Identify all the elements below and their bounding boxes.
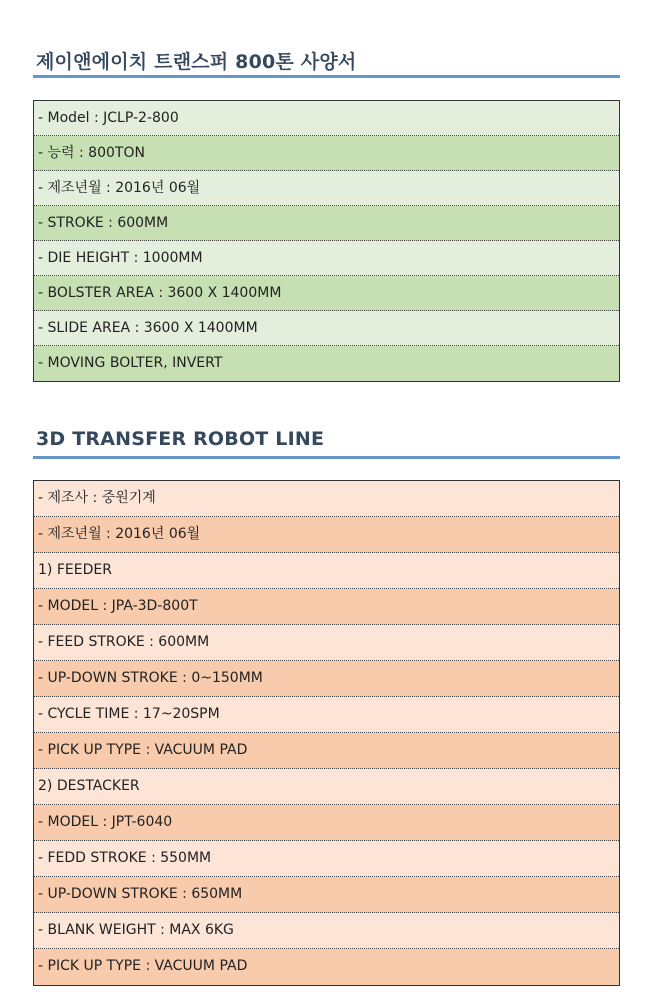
spec-row-slide-area: - SLIDE AREA : 3600 X 1400MM [34,311,619,346]
spec-row-feeder-heading: 1) FEEDER [34,553,619,589]
spec-row-destacker-heading: 2) DESTACKER [34,769,619,805]
spec-row-destacker-pickup-type: - PICK UP TYPE : VACUUM PAD [34,949,619,985]
spec-row-blank-weight: - BLANK WEIGHT : MAX 6KG [34,913,619,949]
robot-spec-table [33,480,620,986]
robot-title-divider [33,456,620,459]
spec-row-destacker-model: - MODEL : JPT-6040 [34,805,619,841]
spec-row-stroke: - STROKE : 600MM [34,206,619,241]
spec-row-capacity: - 능력 : 800TON [34,136,619,171]
spec-row-moving-bolster: - MOVING BOLTER, INVERT [34,346,619,381]
spec-row-manufacture-date: - 제조년월 : 2016년 06월 [34,517,619,553]
spec-row-bolster-area: - BOLSTER AREA : 3600 X 1400MM [34,276,619,311]
spec-row-model: - Model : JCLP-2-800 [34,101,619,136]
spec-row-feed-stroke: - FEED STROKE : 600MM [34,625,619,661]
spec-row-cycle-time: - CYCLE TIME : 17~20SPM [34,697,619,733]
spec-row-die-height: - DIE HEIGHT : 1000MM [34,241,619,276]
spec-row-feeder-pickup-type: - PICK UP TYPE : VACUUM PAD [34,733,619,769]
spec-row-fedd-stroke: - FEDD STROKE : 550MM [34,841,619,877]
press-spec-table [33,100,620,382]
spec-row-feeder-model: - MODEL : JPA-3D-800T [34,589,619,625]
robot-line-title: 3D TRANSFER ROBOT LINE [36,428,325,450]
spec-row-feeder-updown-stroke: - UP-DOWN STROKE : 0~150MM [34,661,619,697]
spec-row-destacker-updown-stroke: - UP-DOWN STROKE : 650MM [34,877,619,913]
press-spec-title: 제이앤에이치 트랜스퍼 800톤 사양서 [36,51,357,73]
press-title-divider [33,75,620,78]
spec-row-manufacture-date: - 제조년월 : 2016년 06월 [34,171,619,206]
spec-row-manufacturer: - 제조사 : 중원기계 [34,481,619,517]
